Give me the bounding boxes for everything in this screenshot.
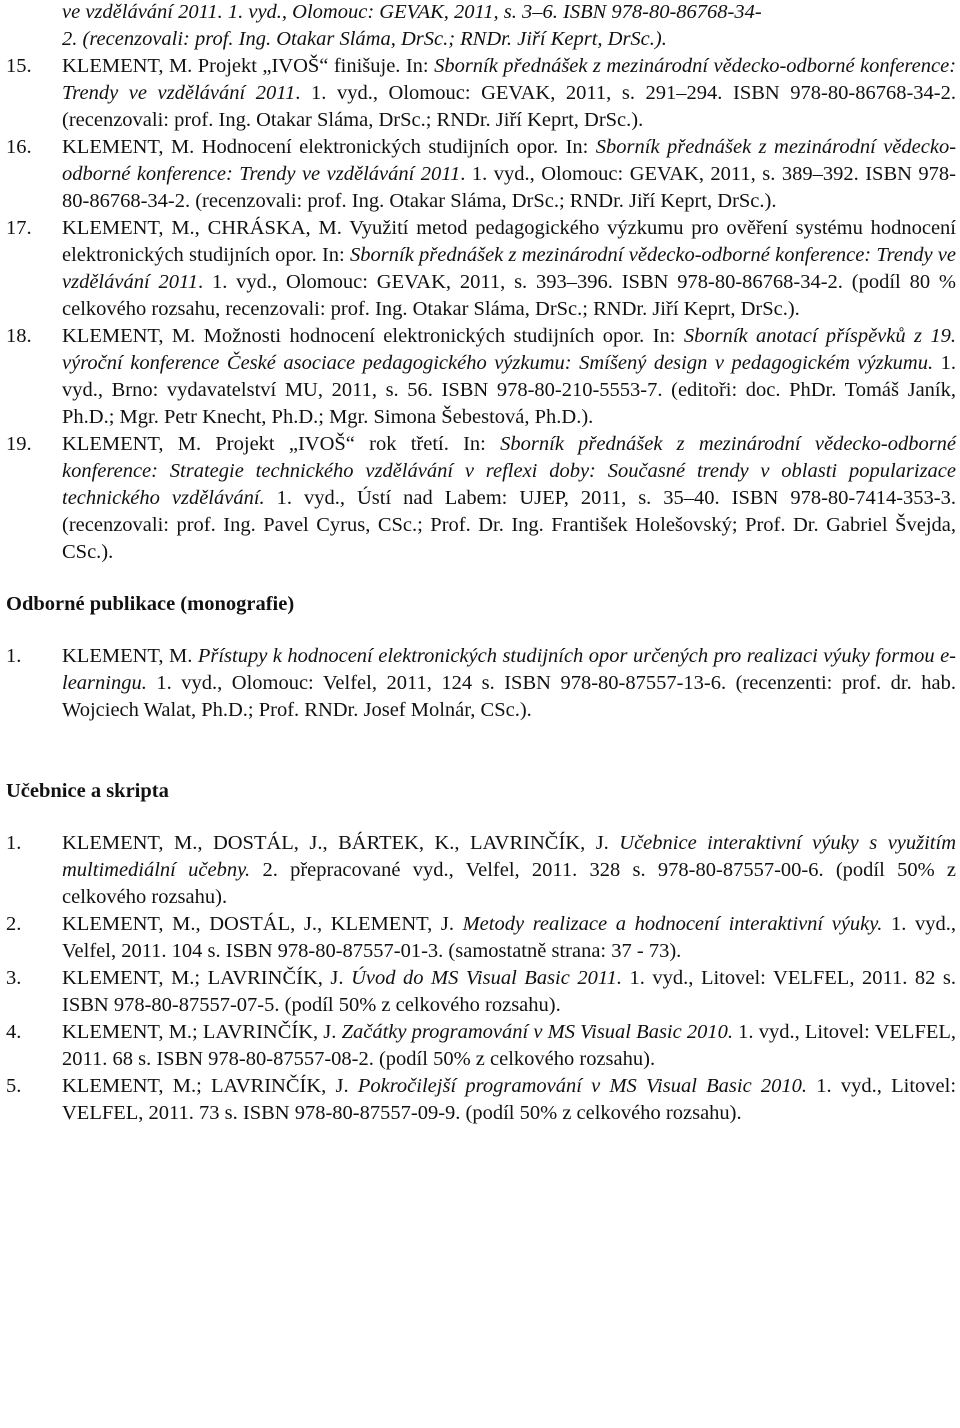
item-details: 1. vyd., Litovel: VELFEL, 2011. 82 s. ISBN 978-80-87557-07-5. (podíl 50% z celkového rozsahu). <box>62 967 957 1016</box>
item-number: 1. <box>6 832 22 854</box>
list-item <box>6 643 956 724</box>
item-title: Projekt „IVOŠ“ finišuje. <box>197 55 401 77</box>
item-title: Hodnocení elektronických studijních opor. <box>201 136 559 158</box>
item-text <box>62 134 956 215</box>
item-text <box>62 431 956 566</box>
item-authors: KLEMENT, M., DOSTÁL, J., BÁRTEK, K., LAVRINČÍK, J. <box>62 832 609 854</box>
continuation-text <box>6 0 956 53</box>
item-source: Sborník přednášek z mezinárodní vědecko-odborné konference: Strategie technického vzdělávání v reflexi doby: Současné trendy v oblasti popularizace technického vzdělávání. <box>62 433 957 509</box>
section-heading-monographs: Odborné publikace (monografie) <box>6 593 295 615</box>
item-source: Sborník přednášek z mezinárodní vědecko-odborné konference: Trendy ve vzdělávání 2011 <box>62 136 957 185</box>
list-item <box>6 830 956 911</box>
list-item <box>6 134 956 215</box>
item-title: Metody realizace a hodnocení interaktivní výuky. <box>462 913 883 935</box>
list-item <box>6 215 956 323</box>
item-number: 4. <box>6 1021 22 1043</box>
continuation-line-1: ve vzdělávání 2011. 1. vyd., Olomouc: GEVAK, 2011, s. 3–6. ISBN 978-80-86768-34- <box>62 1 762 23</box>
item-authors: KLEMENT, M.; LAVRINČÍK, J. <box>62 1075 349 1097</box>
list-item <box>6 965 956 1019</box>
item-details: 1. vyd., Velfel, 2011. 104 s. ISBN 978-80-87557-01-3. (samostatně strana: 37 - 73). <box>62 913 956 962</box>
item-text <box>62 215 956 323</box>
item-text <box>62 323 956 431</box>
list-item <box>6 1073 956 1127</box>
item-in: In: <box>321 244 345 266</box>
item-number: 3. <box>6 967 22 989</box>
item-in: In: <box>405 55 429 77</box>
monograph-list <box>6 643 956 724</box>
item-title: Přístupy k hodnocení elektronických studijních opor určených pro realizaci výuky formou e-learningu. <box>62 645 956 694</box>
item-details: 1. vyd., Litovel: VELFEL, 2011. 68 s. ISBN 978-80-87557-08-2. (podíl 50% z celkového rozsahu). <box>62 1021 957 1070</box>
item-details: . 1. vyd., Olomouc: GEVAK, 2011, s. 291–294. ISBN 978-80-86768-34-2. (recenzovali: prof. Ing. Otakar Sláma, DrSc.; RNDr. Jiří Keprt, DrSc.). <box>62 82 956 131</box>
item-number: 18. <box>6 325 32 347</box>
item-authors: KLEMENT, M., DOSTÁL, J., KLEMENT, J. <box>62 913 454 935</box>
item-source: Sborník přednášek z mezinárodní vědecko-odborné konference: Trendy ve vzdělávání 2011 <box>62 55 957 104</box>
item-details: . 1. vyd., Olomouc: GEVAK, 2011, s. 393–396. ISBN 978-80-86768-34-2. (podíl 80 % celkového rozsahu, recenzovali: prof. Ing. Otakar Sláma, DrSc.; RNDr. Jiří Keprt, DrSc.). <box>62 271 956 320</box>
item-authors: KLEMENT, M.; LAVRINČÍK, J. <box>62 967 344 989</box>
item-in: In: <box>565 136 589 158</box>
item-number: 15. <box>6 55 32 77</box>
item-text <box>62 965 956 1019</box>
item-source: Sborník anotací příspěvků z 19. výroční konference České asociace pedagogického výzkumu: Smíšený design v pedagogickém výzkumu. <box>62 325 956 374</box>
item-title: Učebnice interaktivní výuky s využitím multimediální učebny. <box>62 832 957 881</box>
item-details: 1. vyd., Ústí nad Labem: UJEP, 2011, s. 35–40. ISBN 978-80-7414-353-3. (recenzovali: prof. Ing. Pavel Cyrus, CSc.; Prof. Dr. Ing. František Holešovský; Prof. Dr. Gabriel Švejda, CSc.). <box>62 487 957 563</box>
item-title: Úvod do MS Visual Basic 2011. <box>351 967 622 989</box>
list-item <box>6 1019 956 1073</box>
list-item <box>6 911 956 965</box>
item-authors: KLEMENT, M., CHRÁSKA, M. <box>62 217 342 239</box>
item-text <box>62 1073 956 1127</box>
item-text <box>62 53 956 134</box>
item-number: 17. <box>6 217 32 239</box>
item-title: Začátky programování v MS Visual Basic 2010. <box>341 1021 734 1043</box>
item-title: Projekt „IVOŠ“ rok třetí. <box>215 433 449 455</box>
item-source: Sborník přednášek z mezinárodní vědecko-odborné konference: Trendy ve vzdělávání 2011 <box>62 244 956 293</box>
list-item <box>6 53 956 134</box>
item-in: In: <box>652 325 676 347</box>
continuation-line-2: 2. (recenzovali: prof. Ing. Otakar Sláma, DrSc.; RNDr. Jiří Keprt, DrSc.). <box>62 28 667 50</box>
item-details: 2. přepracované vyd., Velfel, 2011. 328 s. 978-80-87557-00-6. (podíl 50% z celkového rozsahu). <box>62 859 956 908</box>
item-details: 1. vyd., Litovel: VELFEL, 2011. 73 s. ISBN 978-80-87557-09-9. (podíl 50% z celkového rozsahu). <box>62 1075 957 1124</box>
item-authors: KLEMENT, M. <box>62 645 193 667</box>
item-number: 2. <box>6 913 22 935</box>
item-title: Pokročilejší programování v MS Visual Basic 2010. <box>357 1075 808 1097</box>
list-item <box>6 431 956 566</box>
item-text <box>62 911 956 965</box>
item-authors: KLEMENT, M. <box>62 55 193 77</box>
section-heading-textbooks: Učebnice a skripta <box>6 780 169 802</box>
item-authors: KLEMENT, M. <box>62 433 202 455</box>
item-authors: KLEMENT, M.; LAVRINČÍK, J. <box>62 1021 337 1043</box>
item-title: Možnosti hodnocení elektronických studijních opor. <box>203 325 645 347</box>
item-number: 19. <box>6 433 32 455</box>
item-details: 1. vyd., Olomouc: Velfel, 2011, 124 s. ISBN 978-80-87557-13-6. (recenzenti: prof. dr. hab. Wojciech Walat, Ph.D.; Prof. RNDr. Josef Molnár, CSc.). <box>62 672 956 721</box>
item-in: In: <box>463 433 486 455</box>
item-authors: KLEMENT, M. <box>62 325 196 347</box>
article-list <box>6 53 956 566</box>
item-number: 16. <box>6 136 32 158</box>
item-authors: KLEMENT, M. <box>62 136 195 158</box>
item-details: . 1. vyd., Olomouc: GEVAK, 2011, s. 389–392. ISBN 978-80-86768-34-2. (recenzovali: prof. Ing. Otakar Sláma, DrSc.; RNDr. Jiří Keprt, DrSc.). <box>62 163 956 212</box>
item-title: Využití metod pedagogického výzkumu pro ověření systému hodnocení elektronických studijních opor. <box>62 217 956 266</box>
item-number: 1. <box>6 645 22 667</box>
item-details: 1. vyd., Brno: vydavatelství MU, 2011, s. 56. ISBN 978-80-210-5553-7. (editoři: doc. PhDr. Tomáš Janík, Ph.D.; Mgr. Petr Knecht, Ph.D.; Mgr. Simona Šebestová, Ph.D.). <box>62 352 957 428</box>
item-number: 5. <box>6 1075 22 1097</box>
list-item <box>6 323 956 431</box>
item-text <box>62 1019 956 1073</box>
textbook-list <box>6 830 956 1127</box>
item-text <box>62 830 956 911</box>
document-page <box>6 0 956 1127</box>
item-text <box>62 643 956 724</box>
